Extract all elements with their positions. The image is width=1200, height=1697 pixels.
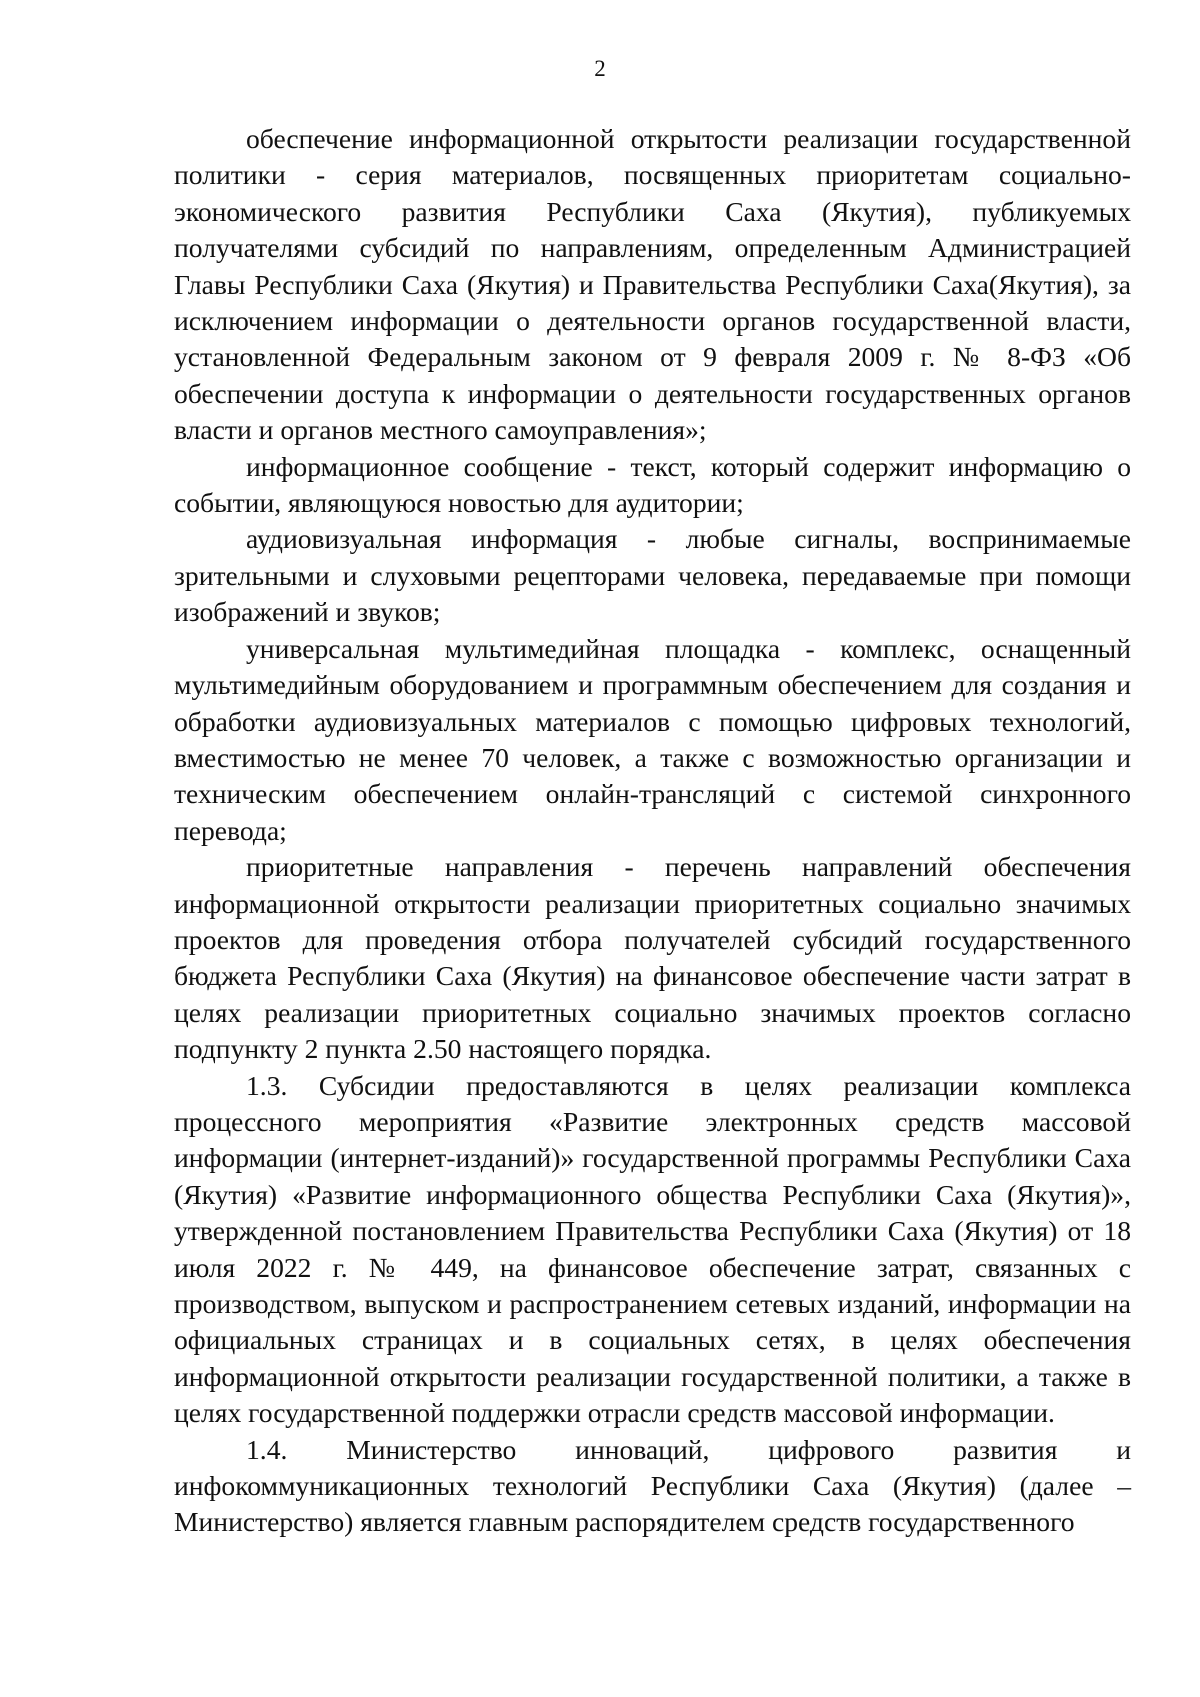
- page-number: 2: [594, 56, 606, 81]
- paragraph-definition-audiovisual: аудиовизуальная информация - любые сигналы, воспринимаемые зрительными и слуховыми рецепторами человека, передаваемые при помощи изображений и звуков;: [174, 523, 1131, 628]
- paragraph-clause-1-4: 1.4. Министерство инноваций, цифрового развития и инфокоммуникационных технологий Республики Саха (Якутия) (далее – Министерство) является главным распорядителем средств государственного: [174, 1433, 1131, 1538]
- paragraph-definition-info-message: информационное сообщение - текст, который содержит информацию о событии, являющуюся новостью для аудитории;: [174, 450, 1131, 519]
- paragraph-definition-multimedia-platform: универсальная мультимедийная площадка - комплекс, оснащенный мультимедийным оборудованием и программным обеспечением для создания и обработки аудиовизуальных материалов с помощью цифровых технологий, вместимостью не менее 70 человек, а также с возможностью организации и техническим обеспечением онлайн-трансляций с системой синхронного перевода;: [174, 632, 1131, 846]
- document-body: [174, 121, 1131, 1541]
- paragraph-clause-1-3: 1.3. Субсидии предоставляются в целях реализации комплекса процессного мероприятия «Развитие электронных средств массовой информации (интернет-изданий)» государственной программы Республики Саха (Якутия) «Развитие информационного общества Республики Саха (Якутия)», утвержденной постановлением Правительства Республики Саха (Якутия) от 18 июля 2022 г. № 449, на финансовое обеспечение затрат, связанных с производством, выпуском и распространением сетевых изданий, информации на официальных страницах и в социальных сетях, в целях обеспечения информационной открытости реализации государственной политики, а также в целях государственной поддержки отрасли средств массовой информации.: [174, 1069, 1131, 1429]
- paragraph-definition-openness: обеспечение информационной открытости реализации государственной политики - серия материалов, посвященных приоритетам социально-экономического развития Республики Саха (Якутия), публикуемых получателями субсидий по направлениям, определенным Администрацией Главы Республики Саха (Якутия) и Правительства Республики Саха(Якутия), за исключением информации о деятельности органов государственной власти, установленной Федеральным законом от 9 февраля 2009 г. № 8-ФЗ «Об обеспечении доступа к информации о деятельности государственных органов власти и органов местного самоуправления»;: [174, 123, 1131, 446]
- paragraph-definition-priority-directions: приоритетные направления - перечень направлений обеспечения информационной открытости реализации приоритетных социально значимых проектов для проведения отбора получателей субсидий государственного бюджета Республики Саха (Якутия) на финансовое обеспечение части затрат в целях реализации приоритетных социально значимых проектов согласно подпункту 2 пункта 2.50 настоящего порядка.: [174, 851, 1131, 1065]
